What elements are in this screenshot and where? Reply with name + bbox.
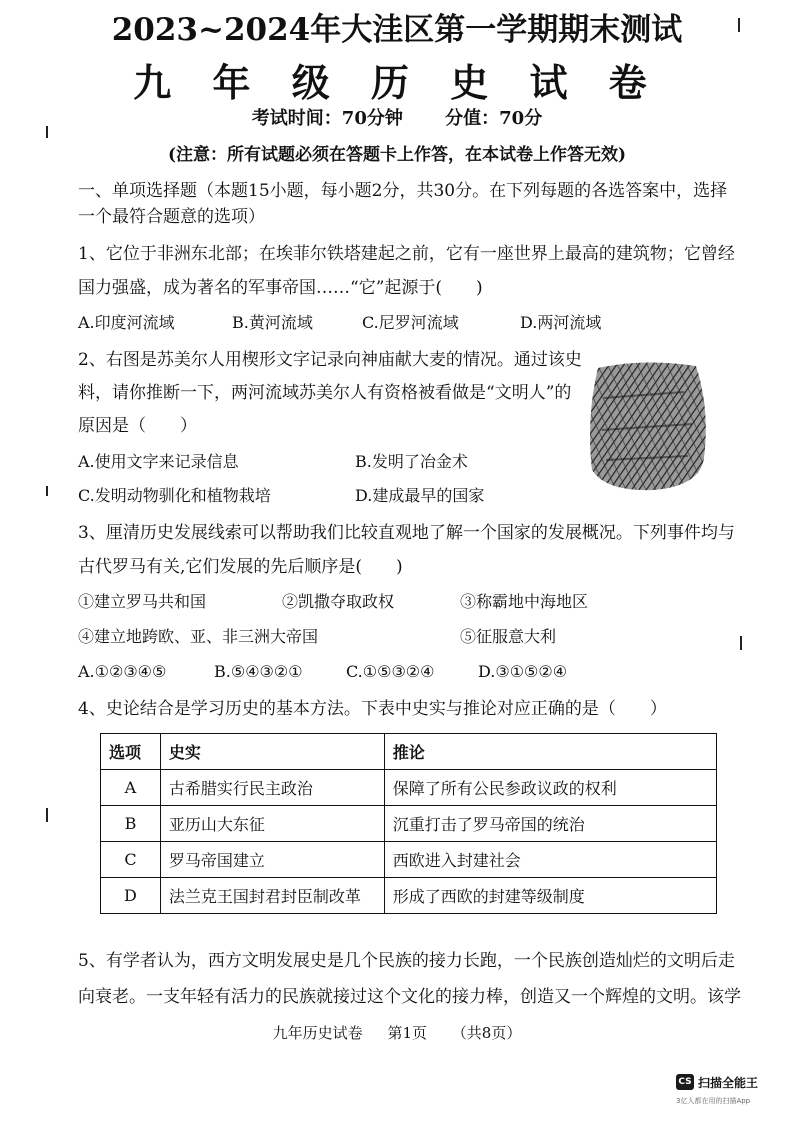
- scan-artifact: [46, 808, 48, 822]
- table-cell-option: B: [101, 806, 161, 842]
- scan-artifact: [740, 636, 742, 650]
- camscanner-logo-icon: CS: [676, 1074, 694, 1090]
- table-cell-option: D: [101, 878, 161, 914]
- table-cell-option: A: [101, 770, 161, 806]
- table-row: [101, 878, 717, 914]
- q1-line1: 1、它位于非洲东北部；在埃菲尔铁塔建起之前，它有一座世界上最高的建筑物；它曾经: [78, 244, 735, 264]
- q2-line2: 料，请你推断一下，两河流域苏美尔人有资格被看做是“文明人”的: [78, 383, 572, 403]
- scan-artifact: [46, 126, 48, 138]
- footer-paper-name: 九年历史试卷: [272, 1024, 363, 1042]
- q5-line1: 5、有学者认为，西方文明发展史是几个民族的接力长跑，一个民族创造灿烂的文明后走: [78, 951, 735, 971]
- section-heading-line1: 一、单项选择题（本题15小题，每小题2分，共30分。在下列每题的各选答案中，选择: [78, 181, 728, 201]
- table-cell-fact: 古希腊实行民主政治: [160, 770, 384, 806]
- table-cell-fact: 法兰克王国封君封臣制改革: [160, 878, 384, 914]
- table-header-fact: 史实: [160, 734, 384, 770]
- table-cell-inference: 保障了所有公民参政议政的权利: [384, 770, 716, 806]
- table-row: [101, 842, 717, 878]
- scan-artifact: [738, 18, 740, 32]
- section-heading-line2: 一个最符合题意的选项）: [78, 207, 265, 227]
- table-row: [101, 770, 717, 806]
- exam-score: 分值：70分: [445, 108, 543, 129]
- table-header-inference: 推论: [384, 734, 716, 770]
- exam-title: 2023~2024年大洼区第一学期期末测试: [111, 12, 683, 48]
- table-cell-inference: 沉重打击了罗马帝国的统治: [384, 806, 716, 842]
- q2-line3: 原因是（ ）: [78, 416, 197, 436]
- page-footer: [0, 1022, 794, 1043]
- cuneiform-tablet-image: [584, 358, 712, 494]
- q3-event-3: ③称霸地中海地区: [460, 592, 589, 611]
- q2-option-a: A.使用文字来记录信息: [78, 452, 239, 471]
- q3-event-2: ②凯撒夺取政权: [282, 592, 395, 611]
- exam-time: 考试时间：70分钟: [251, 108, 403, 129]
- q1-option-c: C.尼罗河流域: [362, 313, 459, 332]
- footer-page-number: 第1页: [387, 1024, 427, 1042]
- table-cell-inference: 西欧进入封建社会: [384, 842, 716, 878]
- q1-line2: 国力强盛，成为著名的军事帝国……“它”起源于( ): [78, 278, 483, 298]
- exam-info: [0, 104, 794, 130]
- q2-option-c: C.发明动物驯化和植物栽培: [78, 486, 271, 505]
- q3-option-c: C.①⑤③②④: [346, 662, 435, 681]
- scan-artifact: [46, 486, 48, 496]
- table-row: [101, 806, 717, 842]
- table-cell-fact: 亚历山大东征: [160, 806, 384, 842]
- q3-line2: 古代罗马有关,它们发展的先后顺序是( ): [78, 557, 403, 577]
- table-cell-fact: 罗马帝国建立: [160, 842, 384, 878]
- q4-line1: 4、史论结合是学习历史的基本方法。下表中史实与推论对应正确的是（ ）: [78, 699, 667, 719]
- q3-option-a: A.①②③④⑤: [78, 662, 167, 681]
- q3-line1: 3、厘清历史发展线索可以帮助我们比较直观地了解一个国家的发展概况。下列事件均与: [78, 523, 735, 543]
- q4-table: [100, 733, 717, 914]
- table-header-row: [101, 734, 717, 770]
- table-cell-option: C: [101, 842, 161, 878]
- q1-option-a: A.印度河流域: [78, 313, 175, 332]
- q3-option-d: D.③①⑤②④: [478, 662, 568, 681]
- q1-option-d: D.两河流域: [520, 313, 602, 332]
- q1-option-b: B.黄河流域: [232, 313, 313, 332]
- exam-subtitle: 九 年 级 历 史 试 卷: [133, 60, 661, 105]
- q2-option-b: B.发明了冶金术: [355, 452, 468, 471]
- q3-option-b: B.⑤④③②①: [214, 662, 303, 681]
- table-cell-inference: 形成了西欧的封建等级制度: [384, 878, 716, 914]
- table-header-option: 选项: [101, 734, 161, 770]
- q3-event-5: ⑤征服意大利: [460, 627, 557, 646]
- camscanner-app-name: 扫描全能王: [698, 1076, 759, 1090]
- q2-option-d: D.建成最早的国家: [355, 486, 485, 505]
- camscanner-slogan: 3亿人都在用的扫描App: [676, 1097, 751, 1105]
- q3-event-1: ①建立罗马共和国: [78, 592, 207, 611]
- q5-line2: 向衰老。一支年轻有活力的民族就接过这个文化的接力棒，创造又一个辉煌的文明。该学: [78, 987, 741, 1007]
- q2-line1: 2、右图是苏美尔人用楔形文字记录向神庙献大麦的情况。通过该史: [78, 350, 582, 370]
- q3-event-4: ④建立地跨欧、亚、非三洲大帝国: [78, 627, 319, 646]
- footer-total-pages: （共8页）: [451, 1024, 522, 1042]
- exam-notice: (注意：所有试题必须在答题卡上作答，在本试卷上作答无效): [167, 145, 627, 165]
